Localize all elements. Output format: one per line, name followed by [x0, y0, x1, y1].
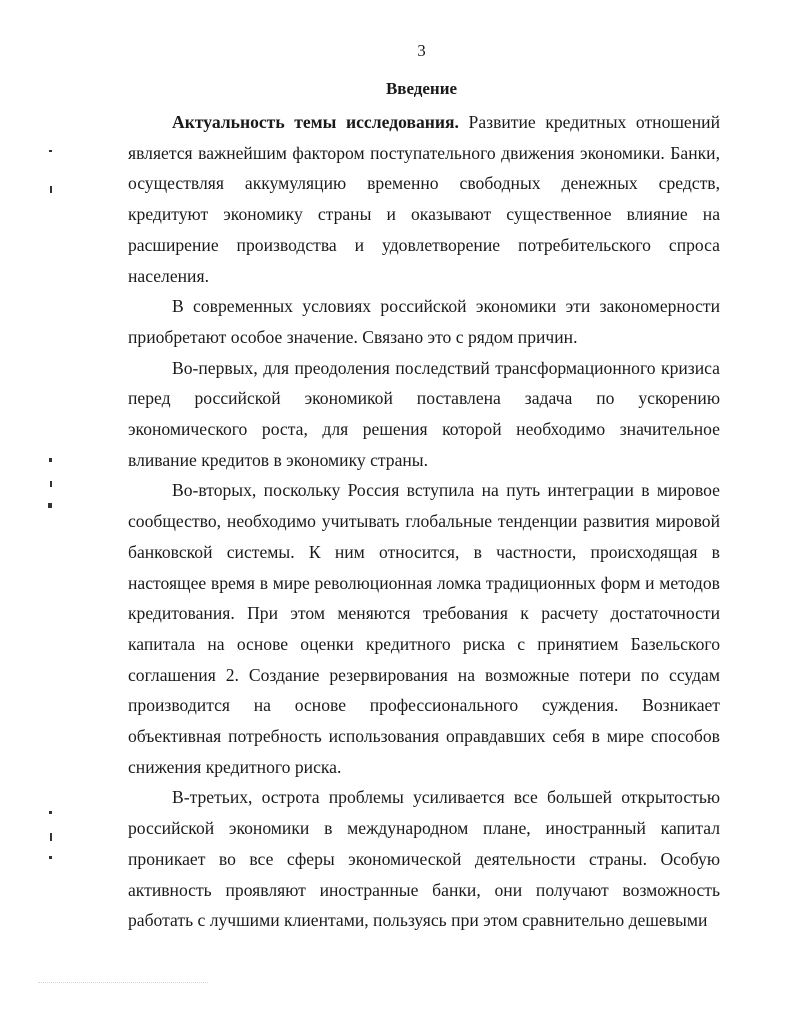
paragraph: [128, 782, 720, 936]
paragraph-text: Развитие кредитных отношений является важнейшим фактором поступательного движения экономики. Банки, осуществляя аккумуляцию временно свободных денежных средств, кредитуют экономику страны и оказывают существенное влияние на расширение производства и удовлетворение потребительского спроса населения.: [128, 112, 720, 286]
scan-mark: [49, 458, 52, 462]
paragraph: [128, 107, 720, 291]
section-heading: Введение: [385, 79, 458, 98]
scan-mark: [48, 503, 52, 508]
paragraph-text: Во-первых, для преодоления последствий трансформационного кризиса перед российской экономикой поставлена задача по ускорению экономического роста, для решения которой необходимо значительное вливание кредитов в экономику страны.: [128, 357, 720, 470]
paragraph: [128, 475, 720, 782]
paragraph-text: В современных условиях российской экономики эти закономерности приобретают особое значение. Связано это с рядом причин.: [128, 296, 720, 347]
scan-mark: [49, 856, 52, 859]
paragraph: [128, 291, 720, 352]
page-number: 3: [417, 41, 426, 60]
scan-mark: [50, 481, 52, 487]
scan-mark: [50, 833, 52, 841]
scan-dust: [38, 982, 208, 984]
scan-mark: [49, 811, 52, 814]
scan-mark: [50, 186, 52, 193]
paragraph-text: Во-вторых, поскольку Россия вступила на путь интеграции в мировое сообщество, необходимо учитывать глобальные тенденции развития мировой банковской системы. К ним относится, в частности, происходящая в настоящее время в мире революционная ломка традиционных форм и методов кредитования. При этом меняются требования к расчету достаточности капитала на основе оценки кредитного риска с принятием Базельского соглашения 2. Создание резервирования на возможные потери по ссудам производится на основе профессионального суждения. Возникает объективная потребность использования оправдавших себя в мире способов снижения кредитного риска.: [128, 480, 720, 777]
paragraph-lead: Актуальность темы исследования.: [172, 112, 459, 132]
paragraph: [128, 353, 720, 476]
body-text: [128, 107, 720, 936]
paragraph-text: В-третьих, острота проблемы усиливается все большей открытостью российской экономики в международном плане, иностранный капитал проникает во все сферы экономической деятельности страны. Особую активность проявляют иностранные банки, они получают возможность работать с лучшими клиентами, пользуясь при этом сравнительно дешевыми: [128, 787, 720, 931]
scan-mark: [49, 150, 52, 152]
